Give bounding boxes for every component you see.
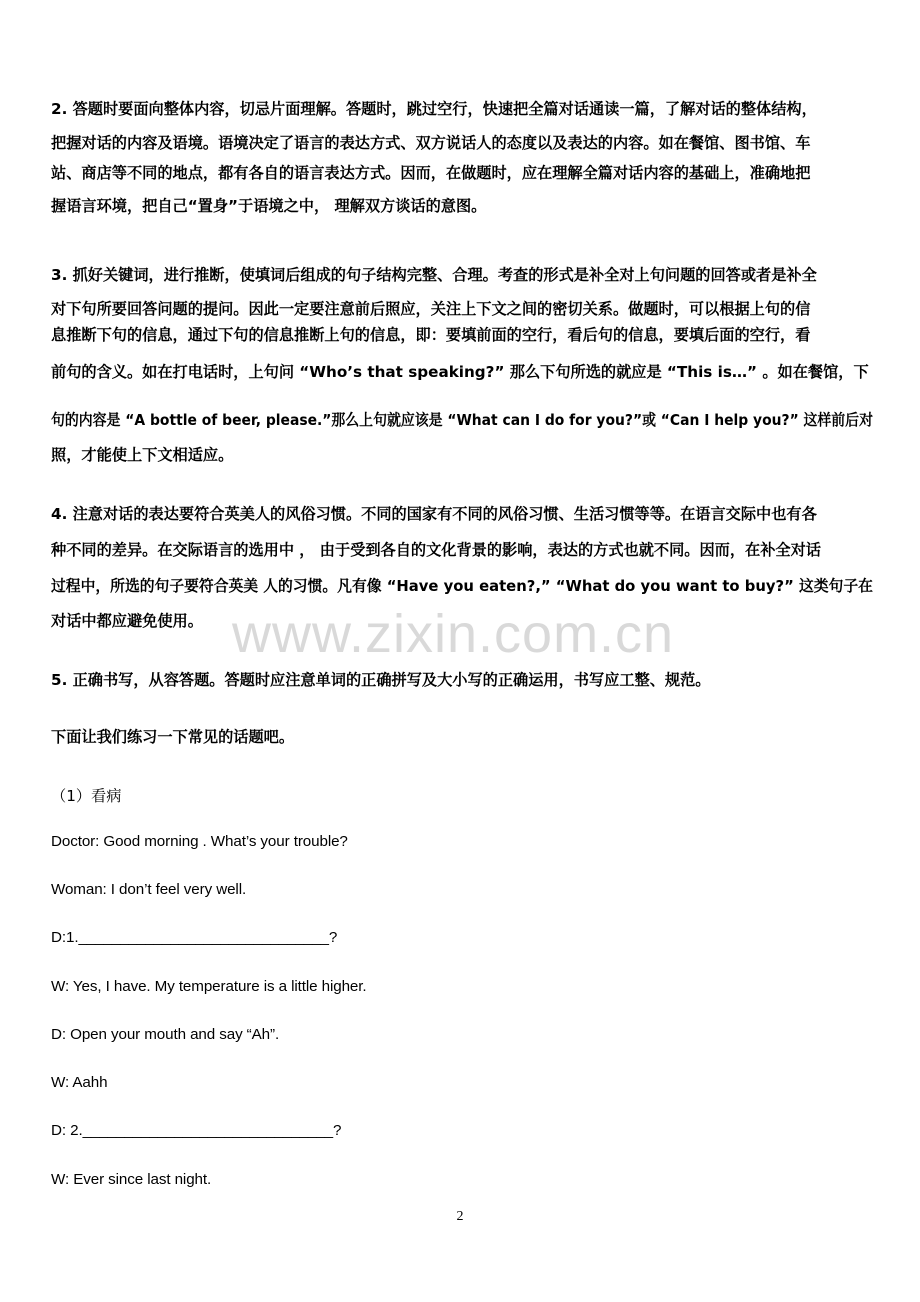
dialogue-line-2: Woman: I don’t feel very well.	[51, 881, 247, 898]
dialogue-line-7-blank-2: D: 2.______________________________?	[51, 1122, 342, 1139]
dialogue-line-8: W: Ever since last night.	[51, 1171, 212, 1188]
practice-intro: 下面让我们练习一下常见的话题吧。	[51, 728, 294, 746]
paragraph-3-line-4: 前句的含义。如在打电话时，上句问 “Who’s that speaking?” 那么下句所选的就应是 “This is…” 。如在餐馆，下	[51, 363, 869, 381]
topic-heading: （1）看病	[51, 787, 122, 805]
paragraph-4-line-2: 种不同的差异。在交际语言的选用中 ， 由于受到各自的文化背景的影响，表达的方式也就不同。因而，在补全对话	[51, 541, 821, 559]
dialogue-line-6: W: Aahh	[51, 1074, 108, 1091]
page-number: 2	[456, 1209, 464, 1224]
dialogue-line-4: W: Yes, I have. My temperature is a little higher.	[51, 978, 367, 995]
paragraph-3-line-6: 照，才能使上下文相适应。	[51, 446, 234, 464]
paragraph-3-line-1: 3. 抓好关键词，进行推断，使填词后组成的句子结构完整、合理。考查的形式是补全对上句问题的回答或者是补全	[51, 266, 817, 284]
paragraph-4-line-3: 过程中，所选的句子要符合英美 人的习惯。凡有像 “Have you eaten?,” “What do you want to buy?” 这类句子在	[51, 577, 873, 595]
paragraph-3-line-3: 息推断下句的信息，通过下句的信息推断上句的信息，即：要填前面的空行，看后句的信息，要填后面的空行，看	[51, 326, 811, 344]
paragraph-2-line-4: 握语言环境，把自己“置身”于语境之中， 理解双方谈话的意图。	[51, 197, 487, 215]
paragraph-3-line-5: 句的内容是 “A bottle of beer, please.”那么上句就应该是 “What can I do for you?”或 “Can I help you?” 这样前后对	[51, 411, 873, 429]
watermark: www.zixin.com.cn	[232, 604, 675, 664]
paragraph-4-line-4: 对话中都应避免使用。	[51, 612, 203, 630]
paragraph-5: 5. 正确书写，从容答题。答题时应注意单词的正确拼写及大小写的正确运用，书写应工整、规范。	[51, 671, 711, 689]
paragraph-2-line-3: 站、商店等不同的地点，都有各自的语言表达方式。因而，在做题时，应在理解全篇对话内容的基础上，准确地把	[51, 164, 811, 182]
paragraph-2-line-1: 2. 答题时要面向整体内容，切忌片面理解。答题时，跳过空行，快速把全篇对话通读一篇，了解对话的整体结构，	[51, 100, 817, 118]
dialogue-line-3-blank-1: D:1.______________________________?	[51, 929, 338, 946]
dialogue-line-5: D: Open your mouth and say “Ah”.	[51, 1026, 280, 1043]
paragraph-4-line-1: 4. 注意对话的表达要符合英美人的风俗习惯。不同的国家有不同的风俗习惯、生活习惯等等。在语言交际中也有各	[51, 505, 817, 523]
paragraph-3-line-2: 对下句所要回答问题的提问。因此一定要注意前后照应，关注上下文之间的密切关系。做题时，可以根据上句的信	[51, 300, 811, 318]
dialogue-line-1: Doctor: Good morning . What’s your trouble?	[51, 833, 348, 850]
paragraph-2-line-2: 把握对话的内容及语境。语境决定了语言的表达方式、双方说话人的态度以及表达的内容。如在餐馆、图书馆、车	[51, 134, 811, 152]
